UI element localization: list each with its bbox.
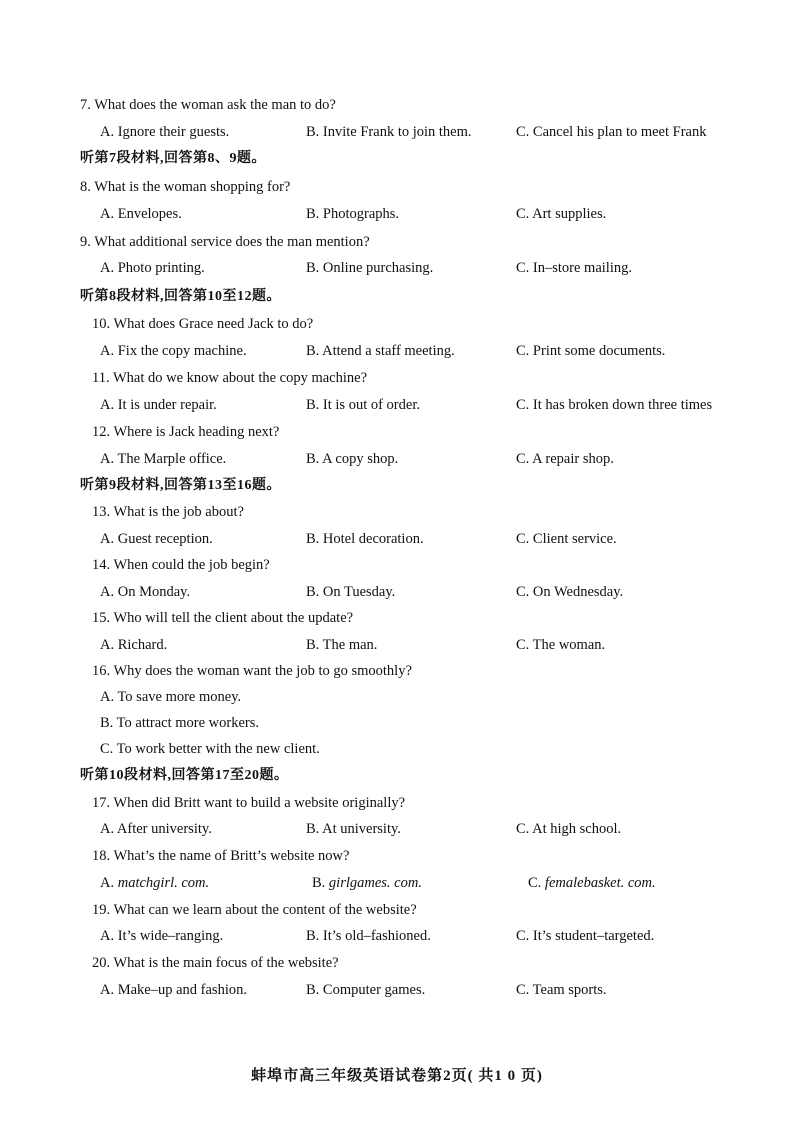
option-text: B. To attract more workers. bbox=[100, 715, 259, 731]
option-a: A. Photo printing. bbox=[100, 260, 205, 276]
question-text: 20. What is the main focus of the website? bbox=[92, 955, 339, 971]
question-row bbox=[0, 605, 794, 631]
options-row bbox=[0, 119, 794, 145]
option-a: A. Ignore their guests. bbox=[100, 124, 230, 140]
option-c: C. A repair shop. bbox=[516, 451, 614, 467]
option-a bbox=[100, 870, 209, 896]
option-a: A. Guest reception. bbox=[100, 531, 213, 547]
option-a: A. It’s wide–ranging. bbox=[100, 928, 224, 944]
option-a: A. On Monday. bbox=[100, 584, 191, 600]
option-b: B. It’s old–fashioned. bbox=[306, 928, 431, 944]
question-row bbox=[0, 950, 794, 976]
option-c: C. On Wednesday. bbox=[516, 584, 624, 600]
option-c: C. The woman. bbox=[516, 637, 606, 653]
website-name: girlgames. com. bbox=[328, 875, 422, 891]
question-text: 18. What’s the name of Britt’s website now? bbox=[92, 848, 350, 864]
section-instruction bbox=[0, 763, 794, 789]
options-row bbox=[0, 632, 794, 658]
question-text: 19. What can we learn about the content of the website? bbox=[92, 902, 417, 918]
question-text: 12. Where is Jack heading next? bbox=[92, 424, 280, 440]
question-row bbox=[0, 92, 794, 118]
options-row bbox=[0, 392, 794, 418]
options-row bbox=[0, 816, 794, 842]
option-b: B. At university. bbox=[306, 821, 401, 837]
option-label: B. bbox=[312, 875, 329, 891]
option-b: B. Online purchasing. bbox=[306, 260, 434, 276]
option-c bbox=[528, 870, 656, 896]
options-row bbox=[0, 526, 794, 552]
option-c: C. It has broken down three times bbox=[516, 397, 713, 413]
option-b: B. The man. bbox=[306, 637, 378, 653]
option-label: A. bbox=[100, 875, 118, 891]
question-text: 7. What does the woman ask the man to do? bbox=[80, 97, 336, 113]
question-text: 10. What does Grace need Jack to do? bbox=[92, 316, 314, 332]
website-name: matchgirl. com. bbox=[117, 875, 210, 891]
section-instruction-text: 听第9段材料,回答第13至16题。 bbox=[80, 478, 281, 493]
options-row bbox=[0, 977, 794, 1003]
option-b: B. Hotel decoration. bbox=[306, 531, 424, 547]
options-row bbox=[0, 201, 794, 227]
option-text: C. To work better with the new client. bbox=[100, 741, 320, 757]
page-footer: 蚌埠市高三年级英语试卷第2页( 共1 0 页) bbox=[251, 1068, 543, 1084]
option-a: A. Fix the copy machine. bbox=[100, 343, 247, 359]
option-c: C. In–store mailing. bbox=[516, 260, 632, 276]
option-c: C. At high school. bbox=[516, 821, 622, 837]
question-text: 11. What do we know about the copy machine? bbox=[92, 370, 368, 386]
question-row bbox=[0, 658, 794, 684]
options-row bbox=[0, 446, 794, 472]
option-b: B. A copy shop. bbox=[306, 451, 399, 467]
option-c: C. Art supplies. bbox=[516, 206, 607, 222]
question-text: 13. What is the job about? bbox=[92, 504, 244, 520]
section-instruction-text: 听第10段材料,回答第17至20题。 bbox=[80, 768, 289, 783]
option-b: B. Attend a staff meeting. bbox=[306, 343, 455, 359]
section-instruction-text: 听第7段材料,回答第8、9题。 bbox=[80, 151, 266, 166]
question-row bbox=[0, 229, 794, 255]
option-b: B. It is out of order. bbox=[306, 397, 420, 413]
question-row bbox=[0, 365, 794, 391]
question-row bbox=[0, 897, 794, 923]
question-text: 14. When could the job begin? bbox=[92, 557, 270, 573]
question-row bbox=[0, 499, 794, 525]
option-c: C. Cancel his plan to meet Frank bbox=[516, 124, 707, 140]
option-a: A. Richard. bbox=[100, 637, 168, 653]
option-a: A. Make–up and fashion. bbox=[100, 982, 247, 998]
option-text: A. To save more money. bbox=[100, 689, 242, 705]
option-b: B. Invite Frank to join them. bbox=[306, 124, 472, 140]
option-a: A. Envelopes. bbox=[100, 206, 182, 222]
option-label: C. bbox=[528, 875, 545, 891]
option-a: A. It is under repair. bbox=[100, 397, 217, 413]
option-a: A. The Marple office. bbox=[100, 451, 227, 467]
question-text: 17. When did Britt want to build a website originally? bbox=[92, 795, 406, 811]
options-row bbox=[0, 923, 794, 949]
question-row bbox=[0, 790, 794, 816]
question-row bbox=[0, 552, 794, 578]
question-text: 15. Who will tell the client about the update? bbox=[92, 610, 354, 626]
options-row bbox=[0, 338, 794, 364]
question-row bbox=[0, 843, 794, 869]
options-row bbox=[0, 255, 794, 281]
option-a: A. After university. bbox=[100, 821, 212, 837]
option-c: C. Print some documents. bbox=[516, 343, 666, 359]
option-b: B. Photographs. bbox=[306, 206, 400, 222]
option-row bbox=[0, 736, 794, 762]
question-row bbox=[0, 311, 794, 337]
question-text: 16. Why does the woman want the job to go smoothly? bbox=[92, 663, 412, 679]
option-row bbox=[0, 710, 794, 736]
question-text: 8. What is the woman shopping for? bbox=[80, 179, 291, 195]
section-instruction bbox=[0, 146, 794, 172]
option-c: C. It’s student–targeted. bbox=[516, 928, 655, 944]
section-instruction bbox=[0, 284, 794, 310]
option-b: B. On Tuesday. bbox=[306, 584, 396, 600]
options-row bbox=[0, 579, 794, 605]
section-instruction-text: 听第8段材料,回答第10至12题。 bbox=[80, 289, 281, 304]
option-c: C. Client service. bbox=[516, 531, 617, 547]
question-row bbox=[0, 419, 794, 445]
option-c: C. Team sports. bbox=[516, 982, 607, 998]
option-row bbox=[0, 684, 794, 710]
option-b bbox=[312, 870, 422, 896]
option-b: B. Computer games. bbox=[306, 982, 426, 998]
question-row bbox=[0, 174, 794, 200]
website-name: femalebasket. com. bbox=[544, 875, 656, 891]
question-text: 9. What additional service does the man mention? bbox=[80, 234, 370, 250]
options-row bbox=[0, 870, 794, 896]
section-instruction bbox=[0, 473, 794, 499]
